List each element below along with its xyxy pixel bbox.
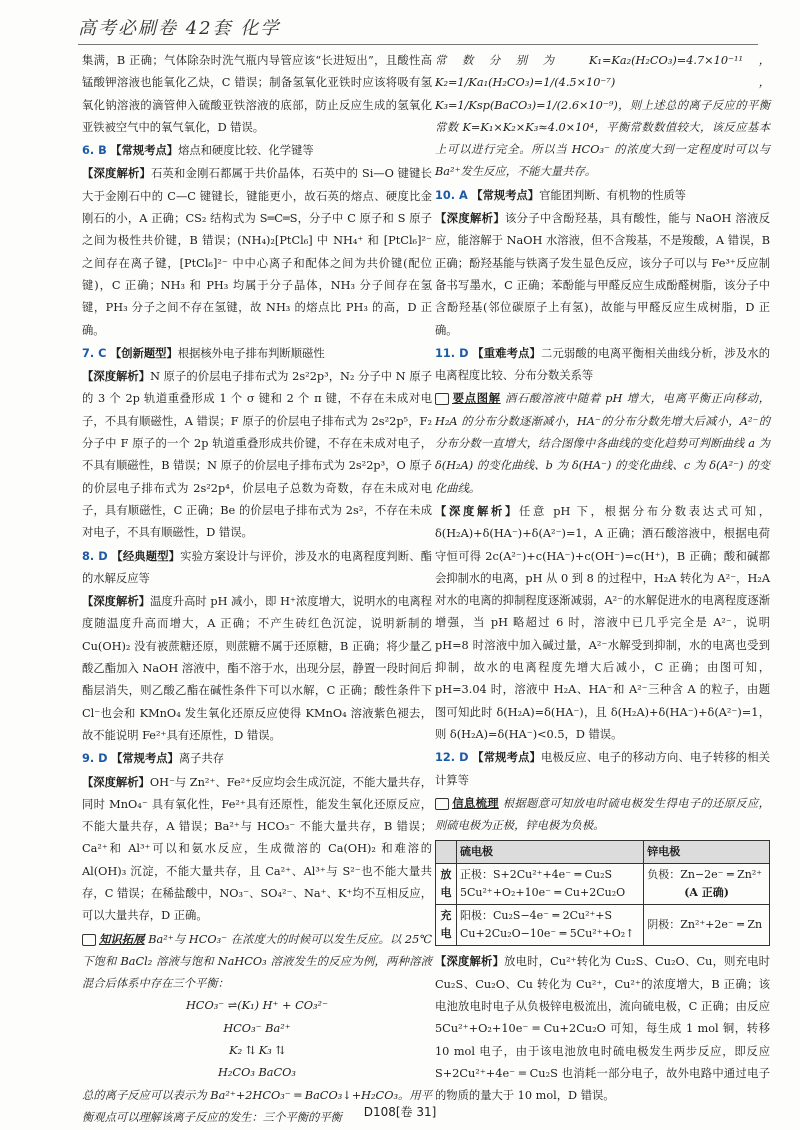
topic-text: 根据核外电子排布判断顺磁性 — [177, 346, 325, 360]
question-6 — [82, 139, 432, 342]
topic-text: 熔点和硬度比较、化学键等 — [178, 144, 314, 158]
analysis-text: 任意 pH 下，根据分布分数表达式可知，δ(H₂A)+δ(HA⁻)+δ(A²⁻)=1，A 正确；酒石酸溶液中，根据电荷守恒可得 2c(A²⁻)+c(HA⁻)+c(OH⁻)=c(H⁺)，B 正确；酸和碱都会抑制水的电离，pH 从 0 到 8 的过程中，H₂A 转化为 A²⁻，H₂A 对水的电离的抑制程度逐渐减弱，A²⁻的水解促进水的电离程度逐渐增强，当 pH 略超过 6 时，溶液中已几乎完全是 A²⁻，说明 pH=8 时溶液中加入碱过量，A²⁻水解受到抑制，水的电离也受到抑制，故水的电离程度先增大后减小，C 正确；由图可知，pH=3.04 时，溶液中 H₂A、HA⁻和 A²⁻三种含 A 的粒子，由题图可知此时 δ(H₂A)=δ(HA⁻)，且 δ(H₂A)+δ(HA⁻)+δ(A²⁻)=1，则 δ(H₂A)=δ(HA⁻)<0.5，D 错误。 — [435, 504, 770, 741]
answer-number: 6. B — [82, 144, 107, 158]
table-cell — [457, 905, 644, 946]
continuation-paragraph: 常数分别为 K₁=Ka₂(H₂CO₃)=4.7×10⁻¹¹，K₂=1/Ka₁(H₂CO₃)=1/(4.5×10⁻⁷)，K₃=1/Ksp(BaCO₃)=1/(2.6×10⁻⁹)，则上述总的离子反应的平衡常数 K=K₁×K₂×K₃≈4.0×10⁴，平衡常数数值较大，该反应基本上可以进行完全。所以当 HCO₃⁻ 的浓度大到一定程度时可以与 Ba²⁺发生反应，不能大量共存。 — [435, 54, 770, 179]
analysis-label: 【深度解析】 — [435, 503, 520, 518]
topic-tag: 【创新题型】 — [109, 345, 178, 360]
pencil-icon — [435, 798, 449, 810]
table-cell: 阴极：Zn²⁺+2e⁻ ═ Zn — [644, 905, 770, 946]
answer-number: 11. D — [435, 346, 469, 360]
table-row — [436, 864, 770, 905]
analysis-text: 石英和金刚石都属于共价晶体，石英中的 Si—O 键键长大于金刚石中的 C—C 键键长，键能更小，故石英的熔点、硬度比金刚石的小，A 正确；CS₂ 结构式为 S═C═S，分子中 C 原子和 S 原子之间为极性共价键，B 错误；(NH₄)₂[PtCl₆] 中 NH₄⁺ 和 [PtCl₆]²⁻ 之间存在离子键，[PtCl₆]²⁻ 中中心离子和配体之间为共价键(配位键)，C 正确；NH₃ 和 PH₃ 均属于分子晶体，NH₃ 分子间存在氢键，PH₃ 分子之间不存在氢键，故 NH₃ 的熔点比 PH₃ 的高，D 正确。 — [82, 167, 432, 337]
question-12-analysis — [435, 950, 770, 1107]
topic-text: 离子共存 — [178, 752, 225, 766]
table-header: 锌电极 — [644, 841, 770, 864]
analysis-text: 该分子中含酚羟基，具有酸性，能与 NaOH 溶液反应，能溶解于 NaOH 水溶液，但不含羧基，不是羧酸，A 错误，B 正确；酚羟基能与铁离子发生显色反应，该分子可以与 Fe³⁺反应制备书写墨水，C 正确；苯酚能与甲醛反应生成酚醛树脂，该分子中含酚羟基(邻位碳原子上有氢)，故能与甲醛反应生成树脂，D 正确。 — [435, 212, 770, 337]
topic-text: 官能团判断、有机物的性质等 — [539, 188, 686, 202]
cell-note: (A 正确) — [684, 886, 729, 900]
answer-number: 7. C — [82, 346, 107, 360]
equilibrium-line: H₂CO₃ BaCO₃ — [218, 1066, 296, 1080]
header-title: 高考必刷卷 42套 化学 — [78, 18, 281, 39]
extension-end: 总的离子反应可以表示为 Ba²⁺+2HCO₃⁻ ═ BaCO₃↓+H₂CO₃。用平衡观点可以理解该离子反应的发生：三个平衡的平衡 — [82, 1088, 432, 1124]
table-header-row — [436, 841, 770, 864]
analysis-text: 温度升高时 pH 减小，即 H⁺浓度增大，说明水的电离程度随温度升高而增大，A 正确；不产生砖红色沉淀，说明新制的 Cu(OH)₂ 没有被蔗糖还原，则蔗糖不属于还原糖，B 正确；将少量乙酸乙酯加入 NaOH 溶液中，酯不溶于水，出现分层，静置一段时间后酯层消失，则乙酸乙酯在碱性条件下可以水解，C 正确；酸性条件下 Cl⁻也会和 KMnO₄ 发生氧化还原反应使得 KMnO₄ 溶液紫色褪去，故不能说明 Fe²⁺具有还原性，D 错误。 — [82, 595, 432, 742]
electrode-table — [435, 840, 770, 946]
table-header: 硫电极 — [457, 841, 644, 864]
topic-text: 实验方案设计与评价，涉及水的电离程度判断、酯的水解反应等 — [82, 549, 432, 585]
answer-number: 10. A — [435, 188, 468, 202]
question-9 — [82, 747, 432, 927]
tip-label: 信息梳理 — [452, 795, 499, 810]
pencil-icon — [435, 393, 449, 405]
equilibrium-line: HCO₃⁻ ⇌(K₁) H⁺ + CO₃²⁻ — [185, 999, 329, 1013]
question-12 — [435, 746, 770, 837]
left-column — [82, 50, 432, 1129]
topic-tag: 【常规考点】 — [110, 143, 179, 158]
table-cell — [644, 864, 770, 905]
table-row — [436, 905, 770, 946]
answer-number: 8. D — [82, 549, 108, 563]
right-column — [435, 50, 770, 1107]
page-number: D108[卷 31] — [363, 1105, 437, 1119]
row-label: 放电 — [436, 864, 457, 905]
analysis-label: 【深度解析】 — [82, 166, 152, 181]
tip-text: 酒石酸溶液中随着 pH 增大，电离平衡正向移动，H₂A 的分布分数逐渐减小，HA⁻的分布分数先增大后减小，A²⁻的分布分数一直增大，结合图像中各曲线的变化趋势可判断曲线 a 为 δ(H₂A) 的变化曲线、b 为 δ(HA⁻) 的变化曲线、c 为 δ(A²⁻) 的变化曲线。 — [435, 392, 770, 495]
running-header — [78, 14, 758, 45]
reaction-equation: 负极：Zn−2e⁻ ═ Zn²⁺ — [647, 868, 763, 882]
knowledge-extension — [82, 928, 432, 996]
answer-number: 12. D — [435, 751, 469, 765]
analysis-text: N 原子的价层电子排布式为 2s²2p³，N₂ 分子中 N 原子的 3 个 2p 轨道重叠形成 1 个 σ 键和 2 个 π 键，不存在未成对电子，不具有顺磁性，A 错误；F 原子的价层电子排布式为 2s²2p⁵，F₂ 分子中 F 原子的一个 2p 轨道重叠形成共价键，不存在未成对电子，不具有顺磁性，B 错误；N 原子的价层电子排布式为 2s²2p³，O 原子的价层电子排布式为 2s²2p⁴，价层电子总数为奇数，存在未成对电子，具有顺磁性，C 正确；Be 的价层电子排布式为 2s²，不存在未成对电子，不具有顺磁性，D 错误。 — [82, 370, 432, 540]
topic-tag: 【经典题型】 — [111, 548, 181, 563]
analysis-label: 【深度解析】 — [82, 774, 150, 789]
tip-text: 根据题意可知放电时硫电极发生得电子的还原反应，则硫电极为正极，锌电极为负极。 — [435, 796, 770, 833]
continuation-paragraph: 集满，B 正确；气体除杂时洗气瓶内导管应该“长进短出”，且酸性高锰酸钾溶液也能氧化乙炔，C 错误；制备氢氧化亚铁时应该将吸有氢氧化钠溶液的滴管伸入硫酸亚铁溶液的底部，防止反应生成的氢氧化亚铁被空气中的氧气氧化，D 错误。 — [82, 54, 432, 134]
analysis-label: 【深度解析】 — [435, 954, 505, 969]
tip-label: 要点图解 — [452, 391, 501, 406]
topic-tag: 【常规考点】 — [471, 187, 540, 202]
analysis-label: 【深度解析】 — [82, 594, 151, 609]
analysis-text: 放电时，Cu²⁺转化为 Cu₂S、Cu₂O、Cu，则充电时 Cu₂S、Cu₂O、Cu 转化为 Cu²⁺，Cu²⁺的浓度增大，B 正确；该电池放电时电子从负极锌电极流出，流向硫电极，C 正确；由反应 5Cu²⁺+O₂+10e⁻ ═ Cu+2Cu₂O 可知，每生成 1 mol 铜，转移 10 mol 电子，由于该电池放电时硫电极发生两步反应，即反应 S+2Cu²⁺+4e⁻ ═ Cu₂S 也消耗一部分电子，故外电路中通过电子的物质的量大于 10 mol，D 错误。 — [435, 955, 770, 1103]
question-10 — [435, 184, 770, 342]
answer-number: 9. D — [82, 752, 108, 766]
analysis-label: 【深度解析】 — [435, 211, 506, 226]
analysis-label: 【深度解析】 — [82, 369, 151, 384]
topic-tag: 【常规考点】 — [472, 750, 541, 765]
question-11 — [435, 342, 770, 746]
reaction-equation: 阳极：Cu₂S−4e⁻ ═ 2Cu²⁺+S — [460, 909, 613, 923]
question-8 — [82, 545, 432, 748]
equilibrium-line: HCO₃⁻ Ba²⁺ — [223, 1021, 291, 1035]
table-cell — [457, 864, 644, 905]
topic-text: 二元弱酸的电离平衡相关曲线分析，涉及水的电离程度比较、分布分数关系等 — [435, 346, 770, 383]
extension-label: 知识拓展 — [99, 931, 145, 946]
reaction-equation: 5Cu²⁺+O₂+10e⁻ ═ Cu+2Cu₂O — [460, 886, 626, 900]
row-label: 充电 — [436, 905, 457, 946]
topic-text: 电极反应、电子的移动方向、电子转移的相关计算等 — [435, 751, 770, 787]
reaction-equation: 正极：S+2Cu²⁺+4e⁻ ═ Cu₂S — [460, 868, 613, 882]
topic-tag: 【重难考点】 — [472, 345, 541, 360]
question-7 — [82, 342, 432, 545]
extension-text: Ba²⁺与 HCO₃⁻ 在浓度大的时候可以发生反应。以 25℃下饱和 BaCl₂ 溶液与饱和 NaHCO₃ 溶液发生的反应为例，两种溶液混合后体系中存在三个平衡： — [82, 932, 432, 991]
pencil-icon — [82, 934, 96, 946]
analysis-text: OH⁻与 Zn²⁺、Fe²⁺反应均会生成沉淀，不能大量共存，同时 MnO₄⁻ 具有氧化性，Fe²⁺具有还原性，能发生氧化还原反应，不能大量共存，A 错误；Ba²⁺与 HCO₃⁻ 不能大量共存，B 错误；Ca²⁺和 Al³⁺可以和氨水反应，生成微溶的 Ca(OH)₂ 和难溶的 Al(OH)₃ 沉淀，不能大量共存，且 Ca²⁺、Al³⁺与 S²⁻也不能大量共存，C 错误；在稀盐酸中，NO₃⁻、SO₄²⁻、Na⁺、K⁺均不互相反应，可以大量共存，D 正确。 — [82, 775, 432, 923]
topic-tag: 【常规考点】 — [111, 751, 179, 766]
equilibrium-line: K₂ ⇅ K₃ ⇅ — [229, 1044, 285, 1058]
reaction-equation: Cu+2Cu₂O−10e⁻ ═ 5Cu²⁺+O₂↑ — [460, 927, 635, 941]
